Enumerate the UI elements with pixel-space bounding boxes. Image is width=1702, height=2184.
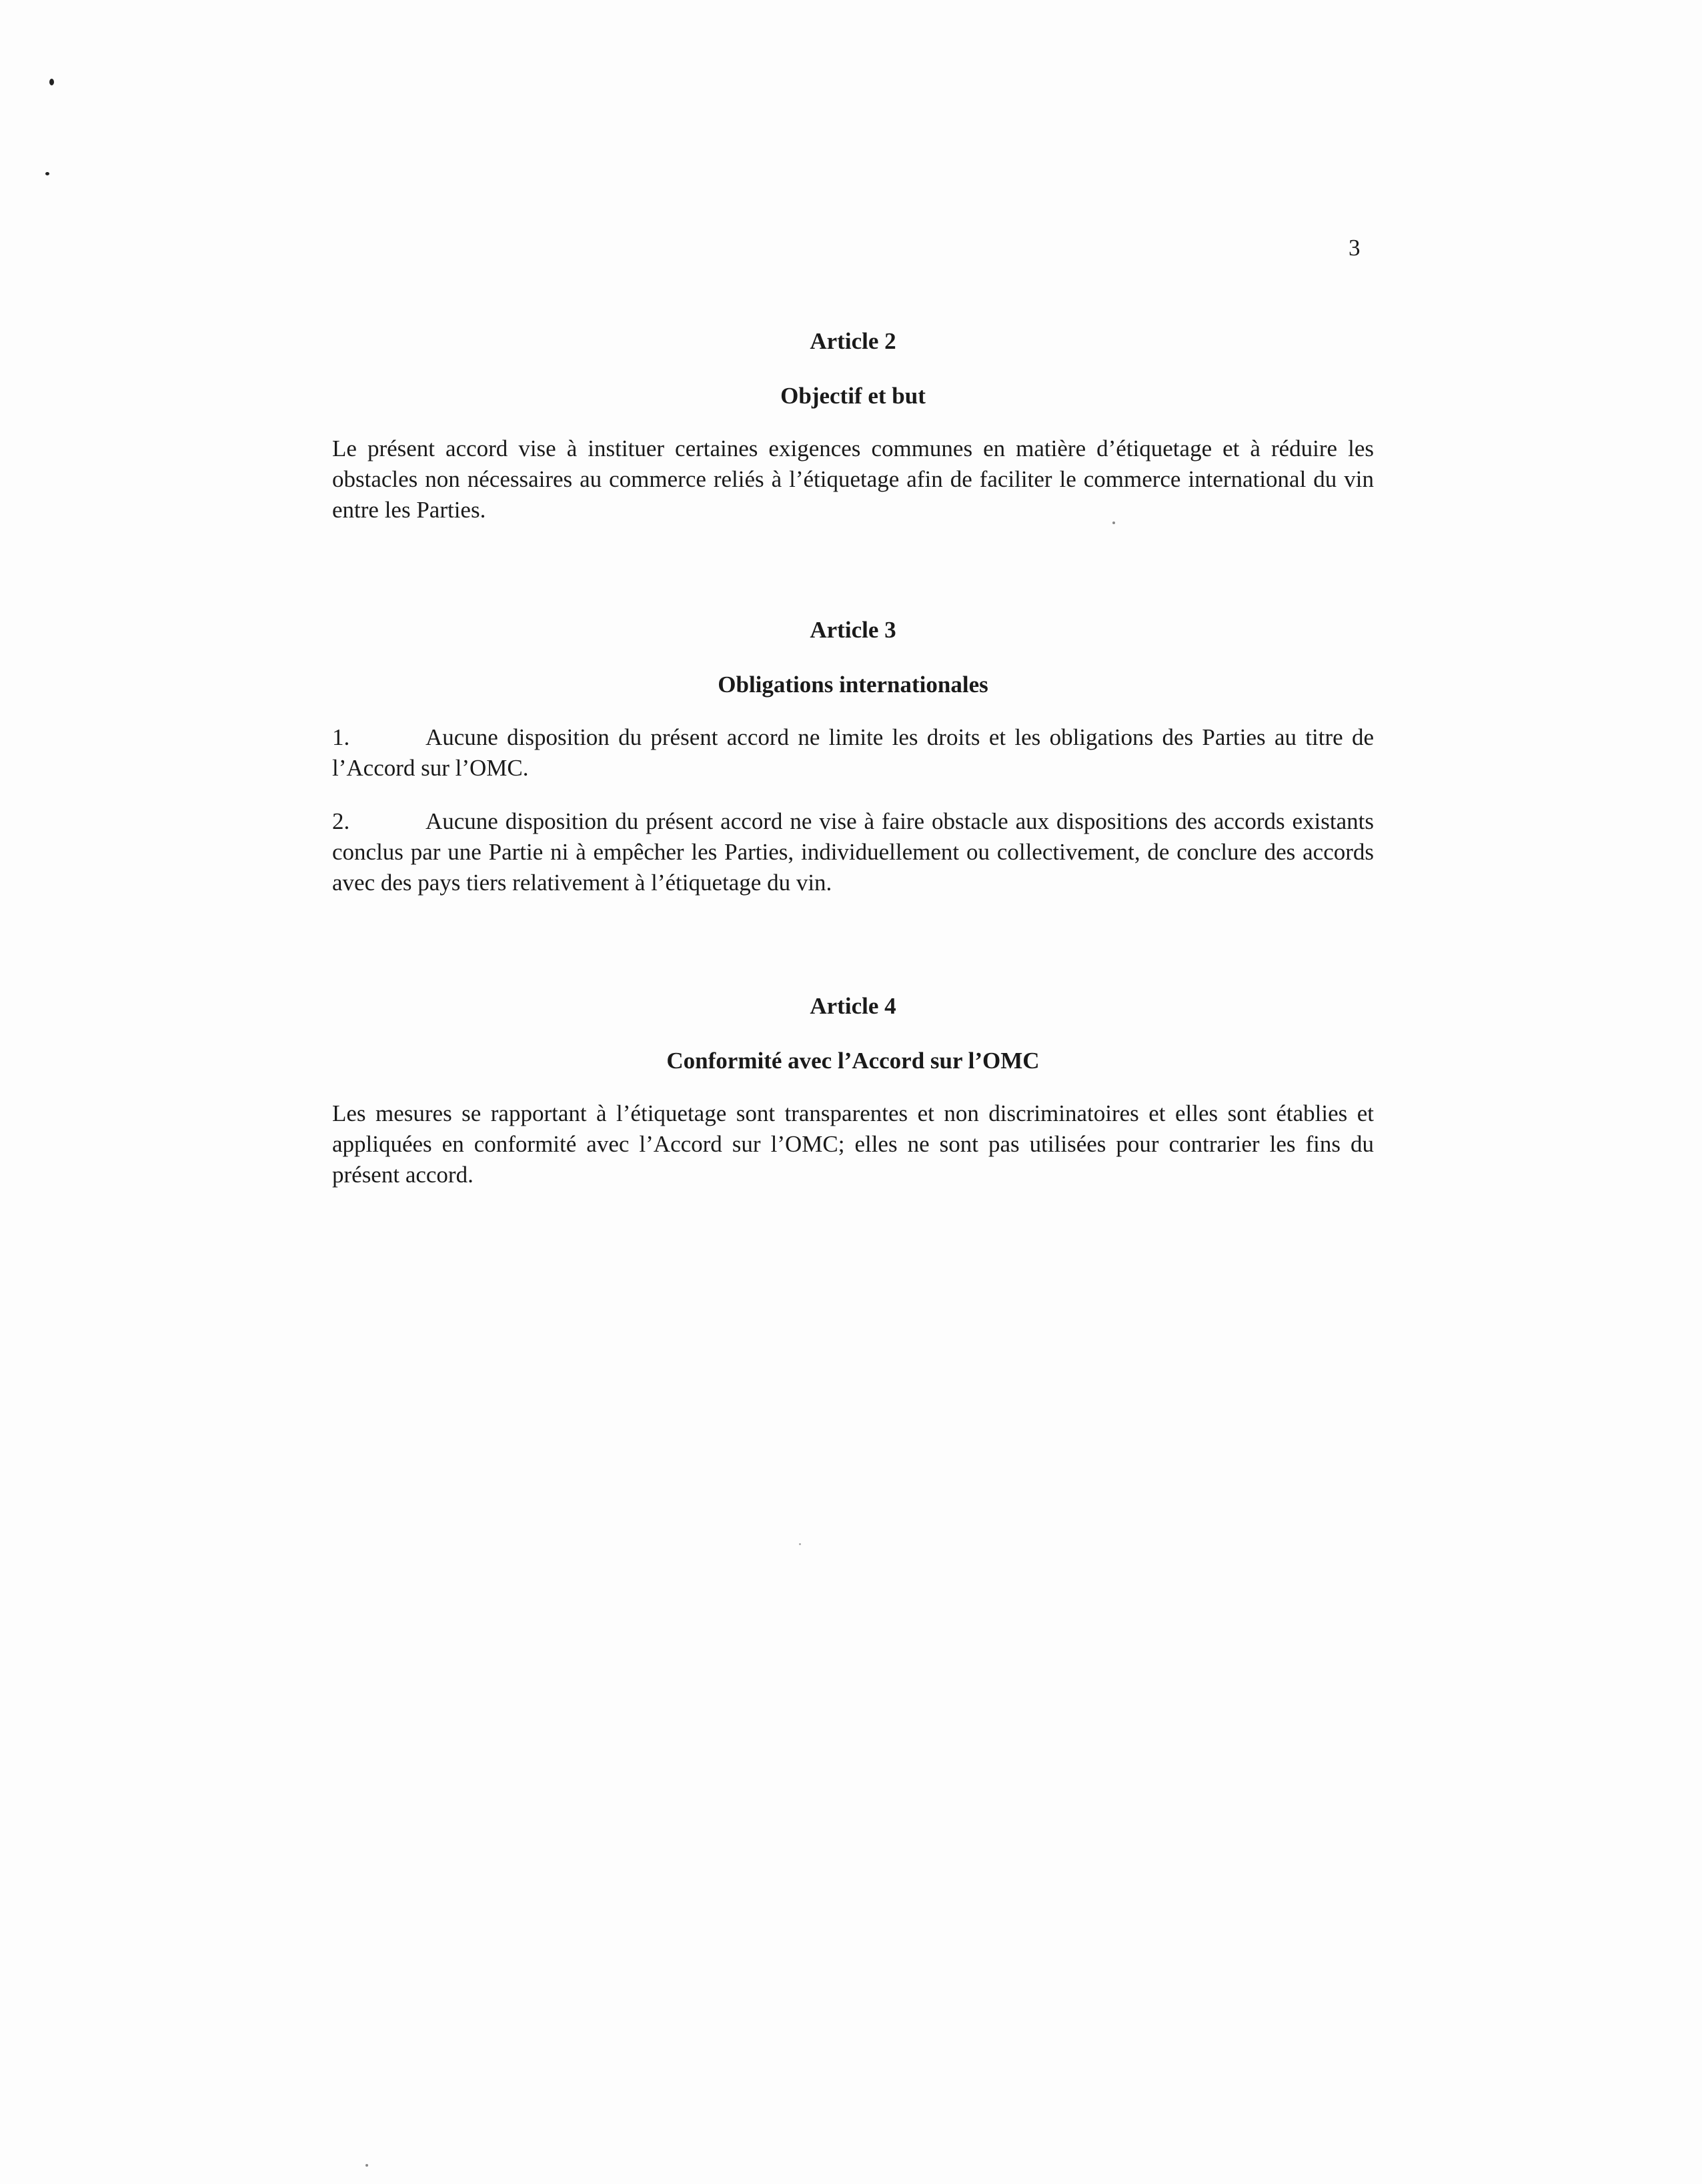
article-title: Conformité avec l’Accord sur l’OMC	[666, 1048, 1040, 1074]
article-heading: Article 2	[810, 328, 896, 354]
paragraph-text: Le présent accord vise à instituer certaines exigences communes en matière d’étiquetage et à réduire les obstacles non nécessaires au commerce reliés à l’étiquetage afin de faciliter le commerce international du vin entre les Parties.	[332, 435, 1374, 523]
scan-speck	[365, 2164, 368, 2167]
scan-speck	[799, 1543, 801, 1545]
paragraph	[332, 433, 1374, 525]
document-body	[332, 327, 1374, 1190]
page-number: 3	[1349, 235, 1361, 261]
paragraph	[332, 1098, 1374, 1190]
article-2	[332, 327, 1374, 525]
article-title: Objectif et but	[780, 383, 926, 409]
paragraph-text: Aucune disposition du présent accord ne vise à faire obstacle aux dispositions des accords existants conclus par une Partie ni à empêcher les Parties, individuellement ou collectivement, de conclure des accords avec des pays tiers relativement à l’étiquetage du vin.	[332, 808, 1374, 896]
paragraph-text: Les mesures se rapportant à l’étiquetage sont transparentes et non discriminatoires et elles sont établies et appliquées en conformité avec l’Accord sur l’OMC; elles ne sont pas utilisées pour contrarier les fins du présent accord.	[332, 1100, 1374, 1188]
scan-speck	[45, 172, 49, 175]
paragraph-number: 2.	[332, 808, 350, 834]
paragraph	[332, 722, 1374, 784]
article-heading: Article 4	[810, 993, 896, 1019]
scan-speck	[49, 79, 54, 85]
article-4	[332, 992, 1374, 1190]
article-heading: Article 3	[810, 617, 896, 643]
article-title: Obligations internationales	[718, 672, 988, 698]
paragraph-text: Aucune disposition du présent accord ne limite les droits et les obligations des Parties au titre de l’Accord sur l’OMC.	[332, 724, 1374, 781]
article-3	[332, 616, 1374, 898]
paragraph-number: 1.	[332, 724, 350, 750]
paragraph	[332, 806, 1374, 898]
